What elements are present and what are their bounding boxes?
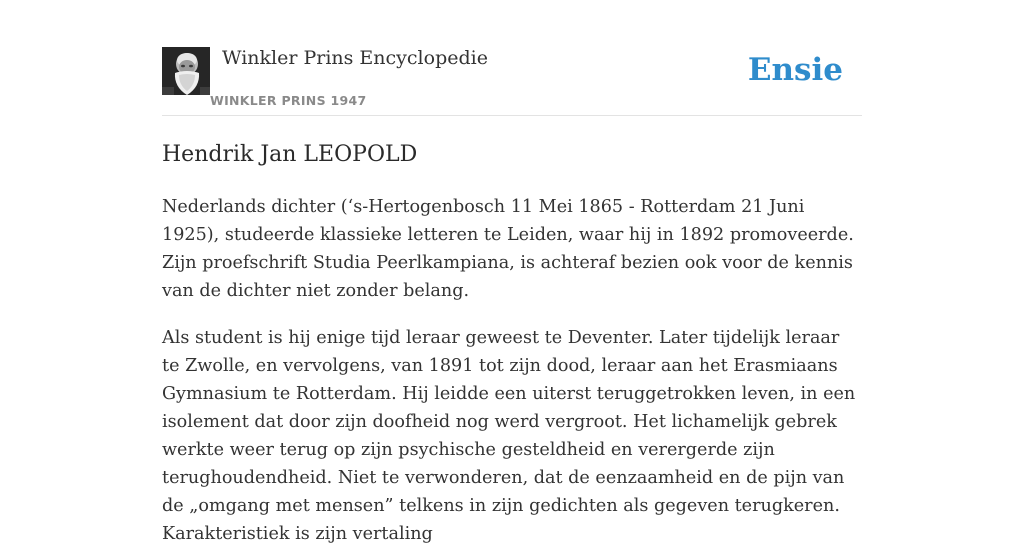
page [162, 0, 862, 548]
site-title[interactable]: Winkler Prins Encyclopedie [222, 47, 488, 69]
site-header [162, 46, 862, 116]
author-avatar[interactable] [162, 47, 210, 95]
ensie-logo[interactable]: Ensie [747, 52, 843, 88]
bearded-man-portrait-icon [162, 47, 210, 95]
article-paragraph: Als student is hij enige tijd leraar geweest te Deventer. Later tijdelijk leraar te Zwolle, en vervolgens, van 1891 tot zijn dood, leraar aan het Erasmiaans Gymnasium te Rotterdam. Hij leidde een uiterst teruggetrokken leven, in een isolement dat door zijn doofheid nog werd vergroot. Het lichamelijk gebrek werkte weer terug op zijn psychische gesteldheid en verergerde zijn terughoudendheid. Niet te verwonderen, dat de eenzaamheid en de pijn van de „omgang met mensen” telkens in zijn gedichten als gegeven terugkeren. Karakteristiek is zijn vertaling [162, 328, 856, 544]
article-paragraph: Nederlands dichter (‘s-Hertogenbosch 11 Mei 1865 - Rotterdam 21 Juni 1925), studeerde klassieke letteren te Leiden, waar hij in 1892 promoveerde. Zijn proefschrift Studia Peerlkampiana, is achteraf bezien ook voor de kennis van de dichter niet zonder belang. [162, 197, 854, 301]
site-subtitle[interactable]: WINKLER PRINS 1947 [210, 93, 367, 108]
article-title: Hendrik Jan LEOPOLD [162, 142, 418, 167]
